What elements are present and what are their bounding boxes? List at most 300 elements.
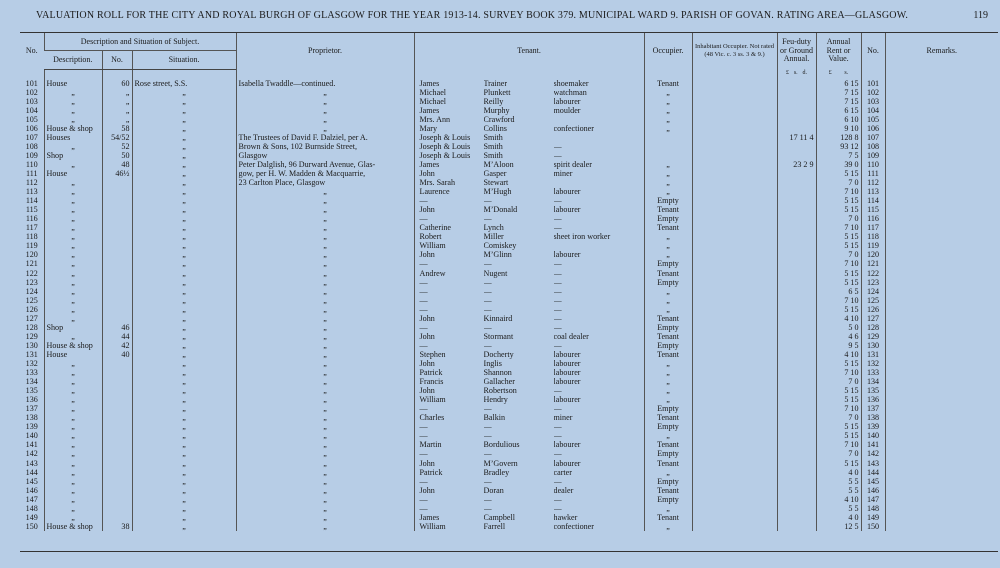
tenant-cell	[414, 232, 644, 241]
situation-cell: „	[132, 513, 236, 522]
remarks-cell	[885, 359, 998, 368]
rent-cell: 5 15	[816, 196, 861, 205]
header-proprietor: Proprietor.	[236, 33, 414, 69]
inhabitant-cell	[692, 404, 777, 413]
proprietor-cell: „	[236, 278, 414, 287]
proprietor-cell: „	[236, 88, 414, 97]
number-cell	[102, 178, 132, 187]
tenant-forename: Joseph & Louis	[419, 141, 471, 151]
number-cell	[102, 440, 132, 449]
rent-cell: 4 6	[816, 332, 861, 341]
tenant-occupation: labourer	[553, 368, 581, 378]
row-number-right: 136	[861, 395, 885, 404]
remarks-cell	[885, 160, 998, 169]
rent-cell: 5 15	[816, 232, 861, 241]
tenant-surname: Plunkett	[483, 87, 511, 97]
tenant-surname: Docherty	[483, 349, 514, 359]
situation-cell: „	[132, 151, 236, 160]
row-number: 112	[25, 178, 38, 188]
remarks-cell	[885, 341, 998, 350]
table-row	[20, 187, 998, 196]
inhabitant-cell	[692, 332, 777, 341]
remarks-cell	[885, 296, 998, 305]
number-cell: 58	[102, 124, 132, 133]
remarks-cell	[885, 151, 998, 160]
row-number: 103	[25, 96, 38, 106]
occupier-cell: „	[644, 368, 692, 377]
tenant-surname: Comiskey	[483, 241, 517, 251]
row-number: 127	[25, 313, 38, 323]
page-number: 119	[973, 10, 988, 21]
number-cell	[102, 296, 132, 305]
situation-cell: „	[132, 241, 236, 250]
inhabitant-cell	[692, 468, 777, 477]
rent-cell: 7 10	[816, 259, 861, 268]
tenant-forename: —	[419, 503, 428, 513]
tenant-surname: Bradley	[483, 467, 510, 477]
tenant-surname: —	[483, 304, 492, 314]
row-number-right: 113	[861, 187, 885, 196]
occupier-cell: Empty	[644, 214, 692, 223]
proprietor-cell: „	[236, 296, 414, 305]
remarks-cell	[885, 79, 998, 88]
tenant-forename: Laurence	[419, 187, 450, 197]
number-cell	[102, 269, 132, 278]
tenant-forename: —	[419, 277, 428, 287]
remarks-cell	[885, 223, 998, 232]
tenant-cell	[414, 296, 644, 305]
rent-cell: 9 5	[816, 341, 861, 350]
tenant-forename: Catherine	[419, 223, 451, 233]
row-number-right: 115	[861, 205, 885, 214]
feu-duty-cell	[777, 413, 816, 422]
remarks-cell	[885, 422, 998, 431]
row-number: 102	[25, 87, 38, 97]
feu-duty-cell	[777, 250, 816, 259]
occupier-cell: Empty	[644, 323, 692, 332]
occupier-cell	[644, 151, 692, 160]
table-row	[20, 169, 998, 178]
row-number-right: 124	[861, 287, 885, 296]
tenant-surname: —	[483, 404, 492, 414]
proprietor-cell: „	[236, 187, 414, 196]
tenant-occupation: labourer	[553, 96, 581, 106]
tenant-forename: Patrick	[419, 467, 443, 477]
description-cell: Houses	[44, 133, 102, 142]
tenant-occupation: —	[553, 404, 562, 414]
tenant-surname: Doran	[483, 485, 504, 495]
remarks-cell	[885, 106, 998, 115]
situation-cell: „	[132, 97, 236, 106]
row-number: 141	[25, 440, 38, 450]
proprietor-cell: „	[236, 232, 414, 241]
rent-cell: 5 0	[816, 323, 861, 332]
tenant-cell	[414, 187, 644, 196]
row-number-right: 132	[861, 359, 885, 368]
table-row	[20, 232, 998, 241]
situation-cell: „	[132, 115, 236, 124]
row-number-right: 118	[861, 232, 885, 241]
row-number: 149	[25, 512, 38, 522]
rent-cell: 4 10	[816, 350, 861, 359]
occupier-cell: „	[644, 468, 692, 477]
rent-cell: 7 10	[816, 223, 861, 232]
rent-cell: 5 15	[816, 269, 861, 278]
situation-cell: „	[132, 196, 236, 205]
tenant-cell	[414, 278, 644, 287]
remarks-cell	[885, 395, 998, 404]
table-row	[20, 287, 998, 296]
inhabitant-cell	[692, 395, 777, 404]
tenant-forename: —	[419, 449, 428, 459]
header-occupier: Occupier.	[644, 33, 692, 69]
tenant-occupation	[554, 178, 642, 187]
situation-cell: „	[132, 223, 236, 232]
situation-cell: „	[132, 377, 236, 386]
table-row	[20, 404, 998, 413]
number-cell	[102, 377, 132, 386]
inhabitant-cell	[692, 232, 777, 241]
inhabitant-cell	[692, 449, 777, 458]
row-number: 128	[25, 322, 38, 332]
row-number-right: 130	[861, 341, 885, 350]
tenant-occupation: carter	[553, 467, 572, 477]
feu-duty-cell	[777, 368, 816, 377]
remarks-cell	[885, 413, 998, 422]
row-number: 143	[25, 458, 38, 468]
table-row	[20, 250, 998, 259]
table-row	[20, 323, 998, 332]
tenant-occupation: labourer	[553, 205, 581, 215]
inhabitant-cell	[692, 359, 777, 368]
row-number-right: 140	[861, 431, 885, 440]
row-number-right: 120	[861, 250, 885, 259]
description-cell: „	[44, 196, 102, 205]
situation-cell: „	[132, 160, 236, 169]
tenant-forename: John	[419, 205, 435, 215]
row-number-right: 103	[861, 97, 885, 106]
remarks-cell	[885, 468, 998, 477]
rent-cell: 5 15	[816, 431, 861, 440]
feu-duty-cell: 17 11 4	[777, 133, 816, 142]
tenant-surname: Collins	[483, 123, 507, 133]
proprietor-cell: „	[236, 305, 414, 314]
number-cell	[102, 386, 132, 395]
tenant-surname: —	[483, 277, 492, 287]
row-number: 113	[25, 187, 38, 197]
number-cell	[102, 422, 132, 431]
header-tenant: Tenant.	[414, 33, 644, 69]
rent-cell: 39 0	[816, 160, 861, 169]
description-cell: „	[44, 178, 102, 187]
tenant-surname: —	[483, 286, 492, 296]
tenant-surname: Smith	[483, 141, 503, 151]
feu-duty-cell	[777, 214, 816, 223]
rent-cell: 5 15	[816, 359, 861, 368]
tenant-occupation: —	[553, 295, 562, 305]
tenant-occupation: —	[553, 268, 562, 278]
row-number-right: 111	[861, 169, 885, 178]
description-cell: „	[44, 459, 102, 468]
feu-duty-cell	[777, 468, 816, 477]
row-number: 109	[25, 150, 38, 160]
situation-cell: „	[132, 205, 236, 214]
tenant-surname: Smith	[483, 150, 503, 160]
tenant-occupation: hawker	[553, 512, 578, 522]
proprietor-cell: Glasgow	[236, 151, 414, 160]
feu-duty-cell	[777, 223, 816, 232]
rent-cell: 7 15	[816, 88, 861, 97]
row-number: 108	[25, 141, 38, 151]
tenant-surname: —	[483, 431, 492, 441]
description-cell: House & shop	[44, 124, 102, 133]
proprietor-cell: „	[236, 495, 414, 504]
table-row	[20, 314, 998, 323]
tenant-cell	[414, 151, 644, 160]
feu-duty-cell	[777, 205, 816, 214]
remarks-cell	[885, 504, 998, 513]
proprietor-cell: „	[236, 115, 414, 124]
tenant-forename: —	[419, 322, 428, 332]
feu-duty-cell	[777, 323, 816, 332]
inhabitant-cell	[692, 413, 777, 422]
number-cell	[102, 314, 132, 323]
table-row	[20, 296, 998, 305]
table-row	[20, 259, 998, 268]
tenant-surname: Farrell	[483, 521, 506, 531]
number-cell	[102, 305, 132, 314]
inhabitant-cell	[692, 368, 777, 377]
tenant-surname: M’Aloon	[483, 159, 514, 169]
number-cell	[102, 486, 132, 495]
tenant-cell	[414, 97, 644, 106]
inhabitant-cell	[692, 341, 777, 350]
proprietor-cell: „	[236, 259, 414, 268]
tenant-cell	[414, 504, 644, 513]
description-cell: „	[44, 223, 102, 232]
tenant-cell	[414, 323, 644, 332]
number-cell	[102, 214, 132, 223]
row-number: 133	[25, 368, 38, 378]
situation-cell: „	[132, 422, 236, 431]
rent-cell: 93 12	[816, 142, 861, 151]
row-number-right: 105	[861, 115, 885, 124]
row-number-right: 102	[861, 88, 885, 97]
description-cell: „	[44, 504, 102, 513]
tenant-forename: John	[419, 331, 435, 341]
tenant-cell	[414, 395, 644, 404]
inhabitant-cell	[692, 88, 777, 97]
situation-cell: „	[132, 332, 236, 341]
occupier-cell: Empty	[644, 278, 692, 287]
table-row	[20, 142, 998, 151]
description-cell: „	[44, 495, 102, 504]
proprietor-cell: Brown & Sons, 102 Burnside Street,	[236, 142, 414, 151]
tenant-surname: Trainer	[483, 78, 508, 88]
situation-cell: „	[132, 305, 236, 314]
feu-duty-cell	[777, 124, 816, 133]
tenant-occupation: —	[553, 286, 562, 296]
tenant-surname: —	[483, 476, 492, 486]
feu-duty-cell	[777, 259, 816, 268]
header-remarks: Remarks.	[885, 33, 998, 69]
tenant-occupation: coal dealer	[553, 331, 589, 341]
inhabitant-cell	[692, 97, 777, 106]
inhabitant-cell	[692, 106, 777, 115]
feu-duty-cell	[777, 88, 816, 97]
rent-cell: 7 5	[816, 151, 861, 160]
inhabitant-cell	[692, 124, 777, 133]
inhabitant-cell	[692, 160, 777, 169]
situation-cell: „	[132, 124, 236, 133]
feu-duty-cell	[777, 341, 816, 350]
table-row	[20, 124, 998, 133]
description-cell: „	[44, 513, 102, 522]
rent-cell: 7 10	[816, 187, 861, 196]
feu-duty-cell	[777, 106, 816, 115]
occupier-cell: „	[644, 250, 692, 259]
inhabitant-cell	[692, 133, 777, 142]
feu-duty-cell	[777, 169, 816, 178]
occupier-cell: „	[644, 88, 692, 97]
tenant-forename: —	[419, 196, 428, 206]
number-cell	[102, 513, 132, 522]
situation-cell: „	[132, 187, 236, 196]
tenant-cell	[414, 241, 644, 250]
proprietor-cell: „	[236, 196, 414, 205]
feu-duty-cell	[777, 187, 816, 196]
tenant-occupation: —	[553, 476, 562, 486]
table-row	[20, 350, 998, 359]
table-row	[20, 269, 998, 278]
inhabitant-cell	[692, 115, 777, 124]
row-number: 131	[25, 349, 38, 359]
description-cell: „	[44, 440, 102, 449]
row-number-right: 122	[861, 269, 885, 278]
situation-cell: „	[132, 477, 236, 486]
remarks-cell	[885, 124, 998, 133]
feu-duty-cell	[777, 178, 816, 187]
tenant-cell	[414, 486, 644, 495]
tenant-occupation	[554, 133, 642, 142]
tenant-occupation: —	[553, 223, 562, 233]
tenant-occupation: —	[553, 449, 562, 459]
rent-cell: 5 15	[816, 169, 861, 178]
occupier-cell: „	[644, 359, 692, 368]
occupier-cell: Empty	[644, 341, 692, 350]
situation-cell: „	[132, 468, 236, 477]
rent-cell: 5 15	[816, 205, 861, 214]
row-number: 105	[25, 114, 38, 124]
feu-duty-cell: 23 2 9	[777, 160, 816, 169]
row-number: 129	[25, 331, 38, 341]
number-cell	[102, 431, 132, 440]
row-number-right: 112	[861, 178, 885, 187]
tenant-forename: —	[419, 304, 428, 314]
proprietor-cell: „	[236, 477, 414, 486]
tenant-occupation: —	[553, 313, 562, 323]
table-row	[20, 468, 998, 477]
situation-cell: „	[132, 341, 236, 350]
number-cell	[102, 196, 132, 205]
row-number-right: 116	[861, 214, 885, 223]
proprietor-cell: Peter Dalglish, 96 Durward Avenue, Glas-	[236, 160, 414, 169]
header-description: Description.	[44, 50, 102, 69]
tenant-cell	[414, 133, 644, 142]
number-cell	[102, 449, 132, 458]
tenant-surname: —	[483, 196, 492, 206]
tenant-cell	[414, 106, 644, 115]
tenant-surname: —	[483, 322, 492, 332]
occupier-cell: Tenant	[644, 223, 692, 232]
table-row	[20, 88, 998, 97]
row-number-right: 110	[861, 160, 885, 169]
table-row	[20, 368, 998, 377]
table-row	[20, 522, 998, 531]
tenant-occupation: —	[553, 322, 562, 332]
tenant-cell	[414, 196, 644, 205]
row-number-right: 145	[861, 477, 885, 486]
rent-cell: 6 10	[816, 115, 861, 124]
occupier-cell: „	[644, 106, 692, 115]
tenant-forename: Joseph & Louis	[419, 132, 471, 142]
row-number-right: 142	[861, 449, 885, 458]
proprietor-cell: „	[236, 513, 414, 522]
row-number: 115	[25, 205, 38, 215]
inhabitant-cell	[692, 377, 777, 386]
occupier-cell: Tenant	[644, 513, 692, 522]
rent-cell: 5 15	[816, 305, 861, 314]
occupier-cell: Tenant	[644, 269, 692, 278]
feu-duty-cell	[777, 522, 816, 531]
inhabitant-cell	[692, 504, 777, 513]
proprietor-cell: „	[236, 377, 414, 386]
number-cell	[102, 205, 132, 214]
tenant-surname: M’Donald	[483, 205, 518, 215]
tenant-surname: —	[483, 259, 492, 269]
proprietor-cell: „	[236, 504, 414, 513]
number-cell	[102, 187, 132, 196]
tenant-cell	[414, 124, 644, 133]
proprietor-cell: „	[236, 332, 414, 341]
tenant-cell	[414, 449, 644, 458]
rent-cell: 7 10	[816, 440, 861, 449]
table-row	[20, 359, 998, 368]
tenant-forename: John	[419, 313, 435, 323]
situation-cell: „	[132, 431, 236, 440]
tenant-forename: Martin	[419, 440, 442, 450]
occupier-cell: „	[644, 305, 692, 314]
row-number: 132	[25, 359, 38, 368]
table-row	[20, 395, 998, 404]
row-number: 146	[25, 485, 38, 495]
tenant-forename: James	[419, 78, 440, 88]
header-situation: Situation.	[132, 50, 236, 69]
row-number-right: 148	[861, 504, 885, 513]
tenant-cell	[414, 440, 644, 449]
row-number-right: 106	[861, 124, 885, 133]
row-number-right: 107	[861, 133, 885, 142]
rent-cell: 4 10	[816, 314, 861, 323]
rent-cell: 7 0	[816, 214, 861, 223]
number-cell: 50	[102, 151, 132, 160]
row-number: 134	[25, 377, 38, 387]
table-row	[20, 223, 998, 232]
proprietor-cell: gow, per H. W. Madden & Macquarrie,	[236, 169, 414, 178]
number-cell	[102, 359, 132, 368]
tenant-surname: —	[483, 422, 492, 432]
remarks-cell	[885, 495, 998, 504]
